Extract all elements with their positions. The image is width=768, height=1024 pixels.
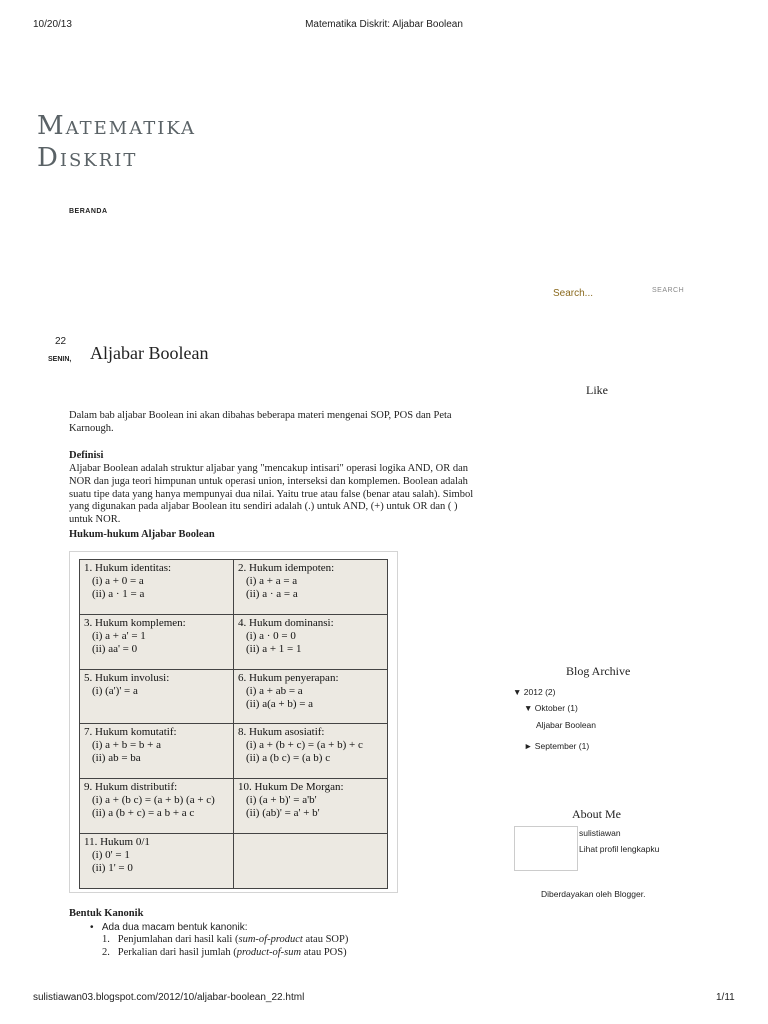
archive-month-count: (1): [567, 703, 578, 713]
post-date-day: 22: [55, 336, 67, 347]
avatar[interactable]: [514, 826, 578, 871]
law-title: 2. Hukum idempoten:: [238, 562, 335, 574]
law-cell: [234, 614, 388, 669]
archive-year[interactable]: [513, 687, 555, 697]
laws-row: [80, 614, 388, 669]
archive-post-link[interactable]: Aljabar Boolean: [536, 720, 597, 730]
archive-year-link[interactable]: 2012: [523, 687, 543, 697]
archive-month-link[interactable]: Oktober: [534, 703, 566, 713]
law-line: (i) (a + b)' = a'b': [246, 794, 317, 807]
canonical-item-em: product-of-sum: [236, 946, 302, 958]
triangle-down-icon[interactable]: ▼: [524, 703, 533, 713]
profile-link[interactable]: Lihat profil lengkapku: [579, 844, 660, 854]
laws-row: [80, 669, 388, 724]
canonical-item-number: 1.: [102, 934, 110, 945]
blog-title[interactable]: [37, 110, 196, 174]
canonical-item-tail: atau SOP): [302, 934, 349, 945]
law-title: 11. Hukum 0/1: [84, 836, 150, 849]
law-title: 7. Hukum komutatif:: [84, 726, 177, 739]
laws-row: [80, 724, 388, 779]
law-line: (i) a · 0 = 0: [246, 629, 296, 642]
nav-home-link[interactable]: BERANDA: [69, 208, 108, 215]
law-cell: [80, 834, 234, 889]
law-cell: [80, 669, 234, 724]
law-title: 5. Hukum involusi:: [84, 671, 170, 684]
law-line: (ii) a · a = a: [246, 588, 298, 600]
law-line: (i) a + (b + c) = (a + b) + c: [246, 739, 363, 752]
law-line: (i) a + ab = a: [246, 684, 303, 697]
law-line: (i) a + a = a: [246, 575, 298, 587]
definition-heading: Definisi: [69, 450, 104, 461]
law-line: (ii) a + 1 = 1: [246, 642, 302, 655]
law-cell: [234, 560, 388, 615]
archive-post[interactable]: [536, 720, 596, 730]
archive-heading: Blog Archive: [566, 664, 631, 678]
law-title: 9. Hukum distributif:: [84, 781, 178, 794]
canonical-item-em: sum-of-product: [238, 934, 303, 945]
canonical-bullet: • Ada dua macam bentuk kanonik:: [90, 922, 248, 933]
laws-heading: Hukum-hukum Aljabar Boolean: [69, 529, 215, 540]
print-page-number: 1/11: [716, 992, 735, 1003]
author-name: sulistiawan: [579, 828, 621, 838]
law-line: (ii) a (b c) = (a b) c: [246, 752, 331, 765]
canonical-item: [90, 934, 470, 947]
law-cell: [80, 614, 234, 669]
laws-row: [80, 779, 388, 834]
laws-image: [69, 551, 398, 893]
law-cell: [80, 779, 234, 834]
law-cell: [80, 560, 234, 615]
archive-year-count: (2): [545, 687, 556, 697]
law-line: (i) 0' = 1: [92, 849, 130, 862]
law-cell: [234, 779, 388, 834]
print-url: sulistiawan03.blogspot.com/2012/10/aljabar-boolean_22.html: [33, 992, 305, 1003]
law-title: 3. Hukum komplemen:: [84, 616, 186, 629]
law-title: 8. Hukum asosiatif:: [238, 726, 325, 739]
canonical-heading: Bentuk Kanonik: [69, 908, 144, 919]
law-cell: [234, 834, 388, 889]
canonical-item-number: 2.: [102, 946, 110, 958]
law-line: (ii) a(a + b) = a: [246, 697, 314, 710]
archive-month-link[interactable]: September: [534, 741, 577, 751]
canonical-item: [90, 947, 470, 960]
about-heading: About Me: [572, 807, 621, 821]
law-title: 10. Hukum De Morgan:: [238, 781, 344, 794]
triangle-down-icon[interactable]: ▼: [513, 687, 522, 697]
search-input[interactable]: [553, 285, 645, 301]
powered-by-link[interactable]: Diberdayakan oleh Blogger.: [541, 889, 646, 899]
law-line: (ii) (ab)' = a' + b': [246, 807, 320, 820]
archive-month-september[interactable]: [524, 741, 589, 751]
post-intro: Dalam bab aljabar Boolean ini akan dibahas beberapa materi mengenai SOP, POS dan Peta Karnough.: [69, 410, 452, 434]
law-cell: [80, 724, 234, 779]
canonical-bullet-text: Ada dua macam bentuk kanonik:: [101, 922, 248, 933]
law-title: 4. Hukum dominansi:: [238, 616, 334, 629]
law-line: (ii) a · 1 = a: [92, 588, 145, 600]
blog-title-line2: Diskrit: [37, 143, 138, 173]
post-title[interactable]: Aljabar Boolean: [90, 343, 209, 363]
laws-row: [80, 560, 388, 615]
print-title: Matematika Diskrit: Aljabar Boolean: [305, 19, 463, 30]
laws-table: [79, 559, 388, 889]
canonical-list: [90, 921, 470, 960]
search-button[interactable]: SEARCH: [652, 287, 685, 294]
canonical-item-tail: atau POS): [301, 946, 347, 958]
print-date: 10/20/13: [33, 19, 72, 30]
canonical-item-text: Perkalian dari hasil jumlah (: [117, 946, 237, 958]
law-cell: [234, 724, 388, 779]
law-line: (ii) ab = ba: [92, 752, 141, 765]
law-cell: [234, 669, 388, 724]
like-heading: Like: [586, 383, 608, 397]
law-line: (ii) 1' = 0: [92, 862, 133, 875]
law-line: (i) a + b = b + a: [92, 739, 162, 752]
law-line: (ii) aa' = 0: [92, 642, 138, 655]
law-line: (i) (a')' = a: [92, 684, 138, 697]
blog-title-line1: Matematika: [37, 111, 197, 141]
archive-month-oktober[interactable]: [524, 703, 578, 713]
archive-month-count: (1): [578, 741, 590, 751]
laws-row: [80, 834, 388, 889]
definition-text: Aljabar Boolean adalah struktur aljabar yang "mencakup intisari" operasi logika AND, OR dan NOR dan juga teori himpunan untuk operasi union, interseksi dan komplemen. Boolean adalah suatu tipe data yang hanya mempunyai dua nilai. Yaitu true atau false (benar atau salah). Simbol yang digunakan pada aljabar Boolean itu sendiri adalah (.) untuk AND, (+) untuk OR dan ( ) untuk NOR.: [69, 463, 474, 526]
law-title: 6. Hukum penyerapan:: [238, 671, 339, 684]
law-line: (i) a + a' = 1: [92, 629, 146, 642]
triangle-right-icon[interactable]: ►: [524, 741, 533, 751]
law-line: (i) a + 0 = a: [92, 575, 144, 587]
canonical-item-text: Penjumlahan dari hasil kali (: [117, 934, 239, 945]
law-title: 1. Hukum identitas:: [84, 562, 172, 574]
post-date-weekday: SENIN,: [48, 356, 72, 363]
law-line: (ii) a (b + c) = a b + a c: [92, 807, 195, 820]
law-line: (i) a + (b c) = (a + b) (a + c): [92, 794, 215, 807]
